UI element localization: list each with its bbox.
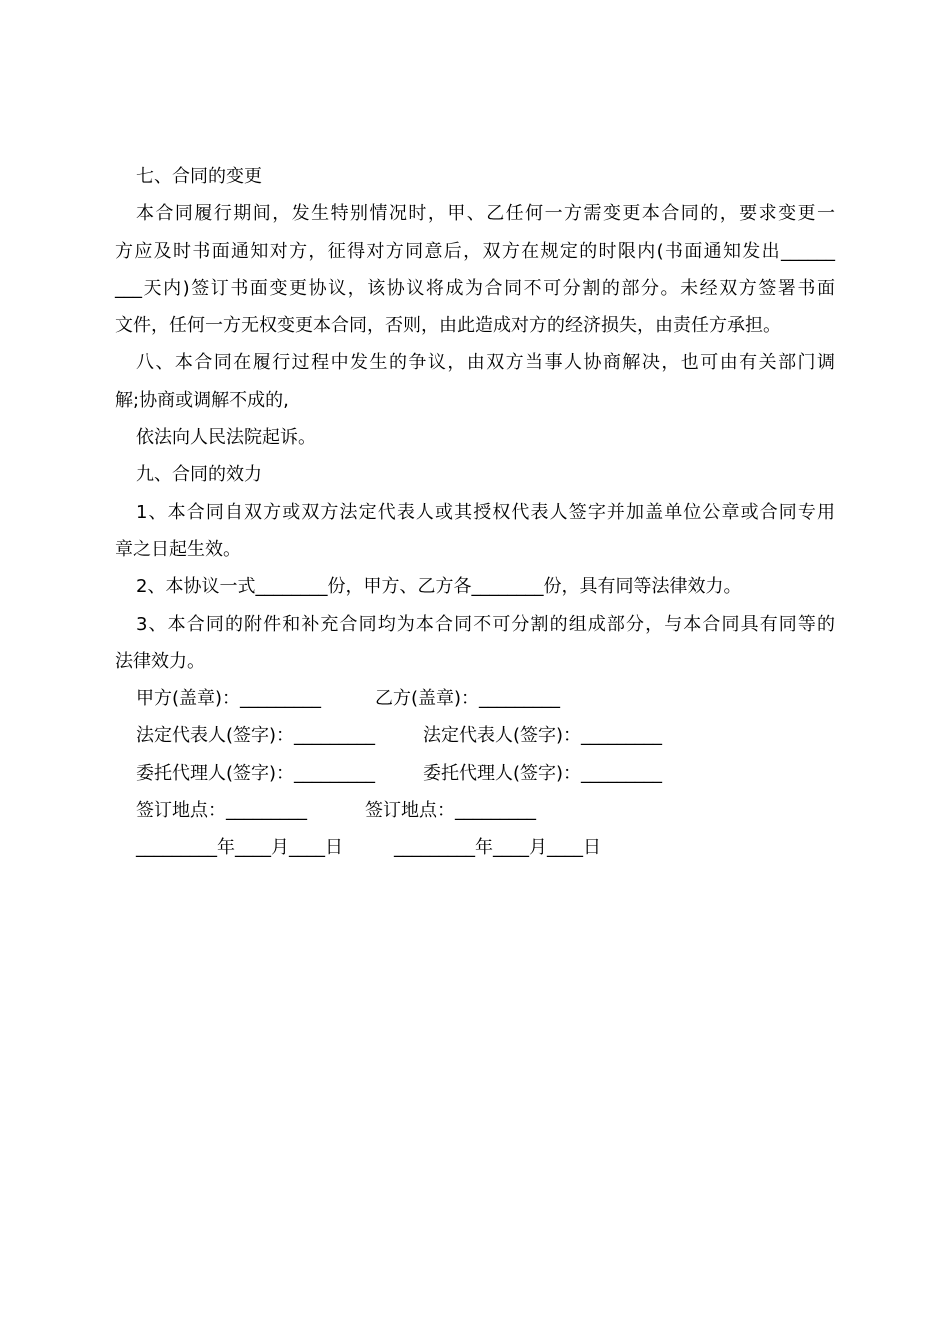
section-7-line-2: 方应及时书面通知对方，征得对方同意后，双方在规定的时限内(书面通知发出______ [115, 240, 835, 262]
section-7-line-4: 文件，任何一方无权变更本合同，否则，由此造成对方的经济损失，由责任方承担。 [115, 315, 781, 337]
party-a-date: _________年____月____日 [136, 837, 343, 859]
party-b-agent: 委托代理人(签字)：_________ [423, 762, 663, 784]
party-a-seal: 甲方(盖章)：_________ [136, 688, 322, 710]
party-b-legal-rep: 法定代表人(签字)：_________ [423, 725, 663, 747]
section-9-item-3-line-2: 法律效力。 [115, 650, 205, 672]
section-9-item-3-line-1: 3、本合同的附件和补充合同均为本合同不可分割的组成部分，与本合同具有同等的 [136, 613, 835, 635]
party-a-legal-rep: 法定代表人(签字)：_________ [136, 725, 376, 747]
section-8-line-1: 八、本合同在履行过程中发生的争议，由双方当事人协商解决，也可由有关部门调 [136, 352, 835, 374]
party-a-agent: 委托代理人(签字)：_________ [136, 762, 376, 784]
section-7-line-3: ___天内)签订书面变更协议，该协议将成为合同不可分割的部分。未经双方签署书面 [115, 277, 835, 299]
party-b-date: _________年____月____日 [394, 837, 601, 859]
party-a-place: 签订地点：_________ [136, 800, 307, 822]
party-b-seal: 乙方(盖章)：_________ [375, 688, 561, 710]
section-8-line-2: 解;协商或调解不成的, [115, 389, 289, 411]
signature-row-agent [115, 755, 835, 792]
party-b-place: 签订地点：_________ [365, 800, 536, 822]
signature-row-date [115, 829, 835, 866]
section-9-item-2: 2、本协议一式________份，甲方、乙方各________份，具有同等法律效力。 [136, 576, 742, 598]
section-8-line-3: 依法向人民法院起诉。 [136, 427, 316, 449]
section-7-heading: 七、合同的变更 [136, 166, 262, 187]
contract-page [115, 158, 835, 867]
section-7-line-1: 本合同履行期间，发生特别情况时，甲、乙任何一方需变更本合同的，要求变更一 [136, 203, 835, 225]
signature-row-legal-rep [115, 717, 835, 754]
signature-row-place [115, 792, 835, 829]
section-9-heading: 九、合同的效力 [136, 464, 262, 486]
signature-row-seal [115, 680, 835, 717]
section-9-item-1-line-1: 1、本合同自双方或双方法定代表人或其授权代表人签字并加盖单位公章或合同专用 [136, 501, 835, 523]
section-9-item-1-line-2: 章之日起生效。 [115, 538, 241, 560]
